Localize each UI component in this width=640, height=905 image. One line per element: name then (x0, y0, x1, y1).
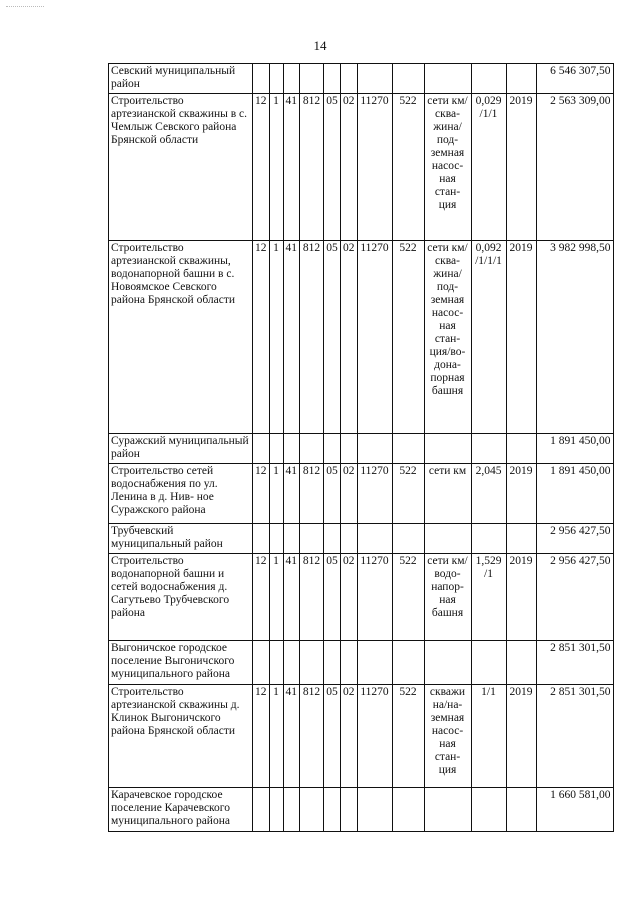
cell-quantity: 0,092 /1/1/1 (471, 241, 506, 434)
cell-unit: сети км/ сква- жина/ под- земная насос- ная стан- ция (424, 94, 471, 241)
cell-quantity (471, 788, 506, 832)
cell-quantity: 1/1 (471, 685, 506, 788)
project-row (109, 94, 614, 241)
cell-code (324, 788, 341, 832)
cell-code (283, 434, 300, 464)
cell-code (253, 524, 270, 554)
cell-name: Суражский муниципальный район (109, 434, 253, 464)
cell-code (341, 641, 358, 685)
cell-code: 12 (253, 94, 270, 241)
cell-code (300, 641, 324, 685)
cell-code: 812 (300, 241, 324, 434)
cell-code (341, 524, 358, 554)
cell-amount: 6 546 307,50 (536, 64, 613, 94)
cell-code (357, 434, 392, 464)
cell-year (506, 524, 536, 554)
cell-code: 05 (324, 241, 341, 434)
cell-unit: сети км (424, 464, 471, 524)
cell-code (300, 434, 324, 464)
cell-code (253, 641, 270, 685)
cell-code: 1 (269, 241, 283, 434)
cell-amount: 1 891 450,00 (536, 434, 613, 464)
cell-quantity (471, 64, 506, 94)
cell-unit (424, 64, 471, 94)
cell-code (300, 524, 324, 554)
cell-code: 522 (392, 94, 424, 241)
budget-table (108, 63, 614, 832)
cell-year (506, 434, 536, 464)
cell-code (283, 641, 300, 685)
cell-amount: 2 956 427,50 (536, 524, 613, 554)
cell-amount: 2 851 301,50 (536, 685, 613, 788)
cell-year (506, 641, 536, 685)
cell-year (506, 64, 536, 94)
cell-code: 522 (392, 554, 424, 641)
project-row (109, 554, 614, 641)
district-row (109, 524, 614, 554)
cell-name: Строительство артезианской скважины, водонапорной башни в с. Новоямское Севского района Брянской области (109, 241, 253, 434)
cell-quantity: 1,529 /1 (471, 554, 506, 641)
cell-code: 522 (392, 241, 424, 434)
district-row (109, 64, 614, 94)
cell-amount: 1 660 581,00 (536, 788, 613, 832)
cell-code: 02 (341, 464, 358, 524)
cell-quantity (471, 434, 506, 464)
cell-code: 02 (341, 685, 358, 788)
cell-year: 2019 (506, 685, 536, 788)
cell-name: Выгоничское городское поселение Выгоничского муниципального района (109, 641, 253, 685)
cell-code (253, 788, 270, 832)
cell-year: 2019 (506, 241, 536, 434)
cell-code (341, 434, 358, 464)
cell-code: 1 (269, 94, 283, 241)
cell-code: 05 (324, 464, 341, 524)
cell-code: 02 (341, 241, 358, 434)
cell-unit: сети км/ водо- напор- ная башня (424, 554, 471, 641)
cell-unit (424, 788, 471, 832)
corner-mark (6, 0, 44, 7)
cell-code (300, 64, 324, 94)
cell-code (392, 434, 424, 464)
cell-code: 11270 (357, 554, 392, 641)
cell-code (269, 524, 283, 554)
cell-code (283, 64, 300, 94)
cell-code: 41 (283, 241, 300, 434)
cell-code: 812 (300, 464, 324, 524)
cell-code (253, 434, 270, 464)
cell-code: 41 (283, 464, 300, 524)
cell-name: Строительство водонапорной башни и сетей водоснабжения д. Сагутьево Трубчевского района (109, 554, 253, 641)
cell-name: Севский муниципальный район (109, 64, 253, 94)
cell-code: 812 (300, 685, 324, 788)
cell-amount: 3 982 998,50 (536, 241, 613, 434)
cell-amount: 2 851 301,50 (536, 641, 613, 685)
cell-code (341, 788, 358, 832)
cell-code: 11270 (357, 94, 392, 241)
cell-unit: сети км/ сква- жина/ под- земная насос- ная стан- ция/во- дона- порная башня (424, 241, 471, 434)
cell-quantity: 2,045 (471, 464, 506, 524)
cell-amount: 2 956 427,50 (536, 554, 613, 641)
cell-year: 2019 (506, 464, 536, 524)
cell-code (269, 434, 283, 464)
cell-code: 41 (283, 685, 300, 788)
cell-code: 11270 (357, 241, 392, 434)
cell-code: 812 (300, 94, 324, 241)
cell-code (324, 434, 341, 464)
cell-code (392, 64, 424, 94)
cell-quantity: 0,029 /1/1 (471, 94, 506, 241)
cell-code (324, 641, 341, 685)
district-row (109, 641, 614, 685)
cell-amount: 1 891 450,00 (536, 464, 613, 524)
cell-code: 1 (269, 554, 283, 641)
cell-code: 1 (269, 464, 283, 524)
cell-year: 2019 (506, 94, 536, 241)
cell-code (324, 64, 341, 94)
cell-code: 05 (324, 685, 341, 788)
cell-code (300, 788, 324, 832)
page-number: 14 (313, 38, 327, 53)
cell-code (283, 524, 300, 554)
cell-code (269, 788, 283, 832)
cell-code: 11270 (357, 685, 392, 788)
cell-code (392, 788, 424, 832)
cell-code: 12 (253, 685, 270, 788)
cell-name: Строительство артезианской скважины д. Клинок Выгоничского района Брянской области (109, 685, 253, 788)
cell-name: Карачевское городское поселение Карачевского муниципального района (109, 788, 253, 832)
cell-name: Строительство сетей водоснабжения по ул. Ленина в д. Нив- ное Суражского района (109, 464, 253, 524)
cell-code: 11270 (357, 464, 392, 524)
project-row (109, 464, 614, 524)
cell-code (269, 64, 283, 94)
cell-unit (424, 524, 471, 554)
cell-code: 522 (392, 685, 424, 788)
cell-name: Строительство артезианской скважины в с. Чемлыж Севского района Брянской области (109, 94, 253, 241)
cell-code (341, 64, 358, 94)
cell-code (357, 641, 392, 685)
cell-code: 12 (253, 464, 270, 524)
cell-code: 12 (253, 554, 270, 641)
cell-quantity (471, 641, 506, 685)
cell-code (253, 64, 270, 94)
cell-code (324, 524, 341, 554)
cell-code (283, 788, 300, 832)
cell-code: 05 (324, 554, 341, 641)
cell-year: 2019 (506, 554, 536, 641)
cell-name: Трубчевский муниципальный район (109, 524, 253, 554)
district-row (109, 434, 614, 464)
cell-unit (424, 641, 471, 685)
cell-code: 522 (392, 464, 424, 524)
cell-code (357, 524, 392, 554)
cell-code: 1 (269, 685, 283, 788)
cell-code: 02 (341, 94, 358, 241)
cell-code: 12 (253, 241, 270, 434)
cell-unit (424, 434, 471, 464)
cell-code (357, 788, 392, 832)
project-row (109, 241, 614, 434)
cell-code (357, 64, 392, 94)
cell-code (269, 641, 283, 685)
cell-unit: скважи на/на- земная насос- ная стан- ция (424, 685, 471, 788)
cell-code (392, 524, 424, 554)
project-row (109, 685, 614, 788)
cell-code: 41 (283, 94, 300, 241)
cell-code: 05 (324, 94, 341, 241)
district-row (109, 788, 614, 832)
cell-code: 41 (283, 554, 300, 641)
cell-code (392, 641, 424, 685)
cell-year (506, 788, 536, 832)
cell-amount: 2 563 309,00 (536, 94, 613, 241)
cell-quantity (471, 524, 506, 554)
cell-code: 02 (341, 554, 358, 641)
cell-code: 812 (300, 554, 324, 641)
